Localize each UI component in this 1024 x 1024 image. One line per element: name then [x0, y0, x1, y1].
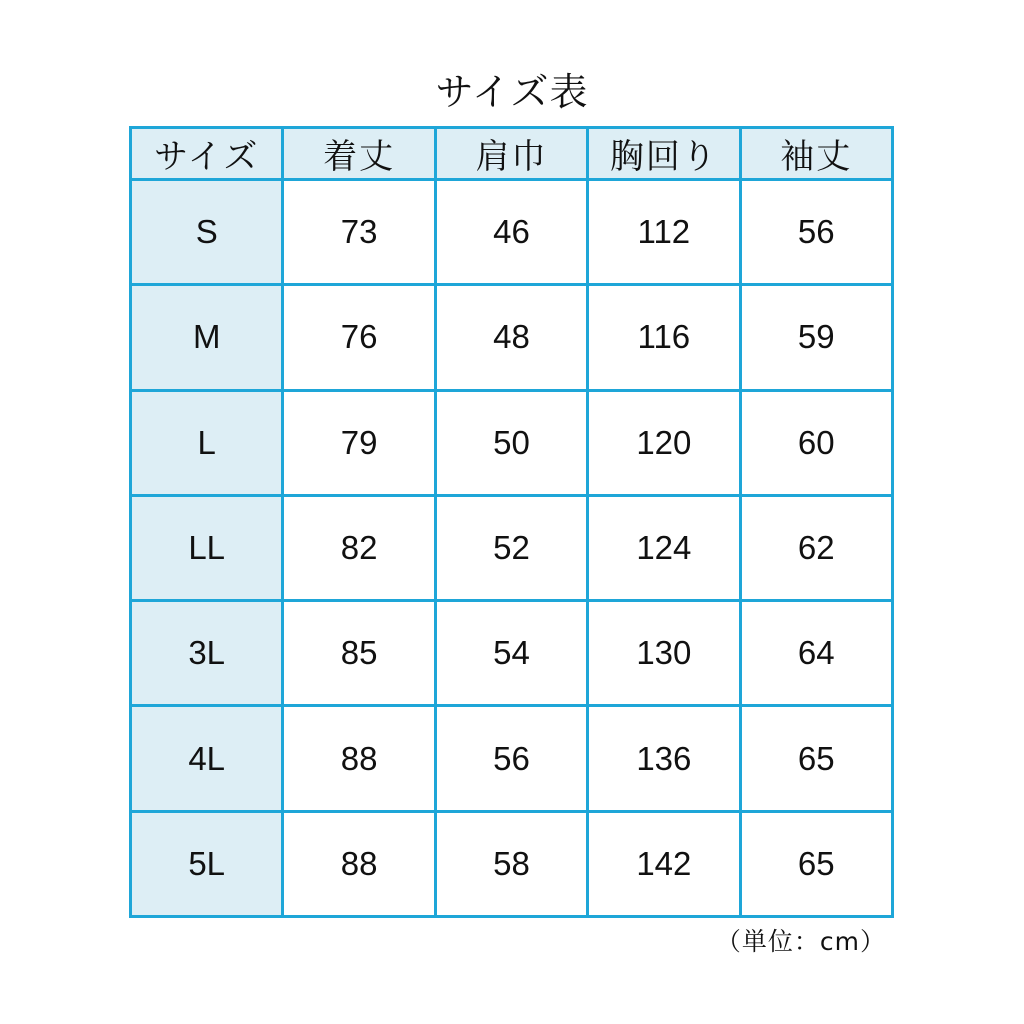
unit-note: （単位：cm） [715, 927, 886, 956]
column-header-sleeve: 袖丈 [740, 128, 892, 180]
table-row [131, 706, 893, 811]
size-label: LL [131, 495, 283, 600]
table-cell: 124 [588, 495, 740, 600]
column-header-size: サイズ [131, 128, 283, 180]
table-row [131, 495, 893, 600]
table-row [131, 601, 893, 706]
table-cell: 112 [588, 180, 740, 285]
table-cell: 79 [283, 390, 435, 495]
table-cell: 76 [283, 285, 435, 390]
table-cell: 46 [435, 180, 587, 285]
size-label: 5L [131, 811, 283, 916]
table-cell: 60 [740, 390, 892, 495]
column-header-chest: 胸回り [588, 128, 740, 180]
size-label: 4L [131, 706, 283, 811]
table-cell: 88 [283, 811, 435, 916]
table-cell: 65 [740, 811, 892, 916]
column-header-shoulder: 肩巾 [435, 128, 587, 180]
table-cell: 116 [588, 285, 740, 390]
table-cell: 130 [588, 601, 740, 706]
table-cell: 50 [435, 390, 587, 495]
size-table [129, 126, 894, 918]
table-cell: 65 [740, 706, 892, 811]
table-cell: 54 [435, 601, 587, 706]
table-cell: 56 [740, 180, 892, 285]
table-header-row [131, 128, 893, 180]
table-cell: 58 [435, 811, 587, 916]
table-cell: 120 [588, 390, 740, 495]
table-cell: 62 [740, 495, 892, 600]
table-cell: 56 [435, 706, 587, 811]
table-cell: 136 [588, 706, 740, 811]
table-cell: 73 [283, 180, 435, 285]
size-label: M [131, 285, 283, 390]
table-cell: 85 [283, 601, 435, 706]
table-cell: 64 [740, 601, 892, 706]
page-title: サイズ表 [435, 70, 589, 114]
table-row [131, 390, 893, 495]
table-row [131, 285, 893, 390]
column-header-length: 着丈 [283, 128, 435, 180]
table-row [131, 180, 893, 285]
table-cell: 48 [435, 285, 587, 390]
size-label: 3L [131, 601, 283, 706]
table-cell: 52 [435, 495, 587, 600]
size-label: S [131, 180, 283, 285]
size-label: L [131, 390, 283, 495]
table-cell: 88 [283, 706, 435, 811]
table-cell: 59 [740, 285, 892, 390]
table-row [131, 811, 893, 916]
table-cell: 82 [283, 495, 435, 600]
table-cell: 142 [588, 811, 740, 916]
